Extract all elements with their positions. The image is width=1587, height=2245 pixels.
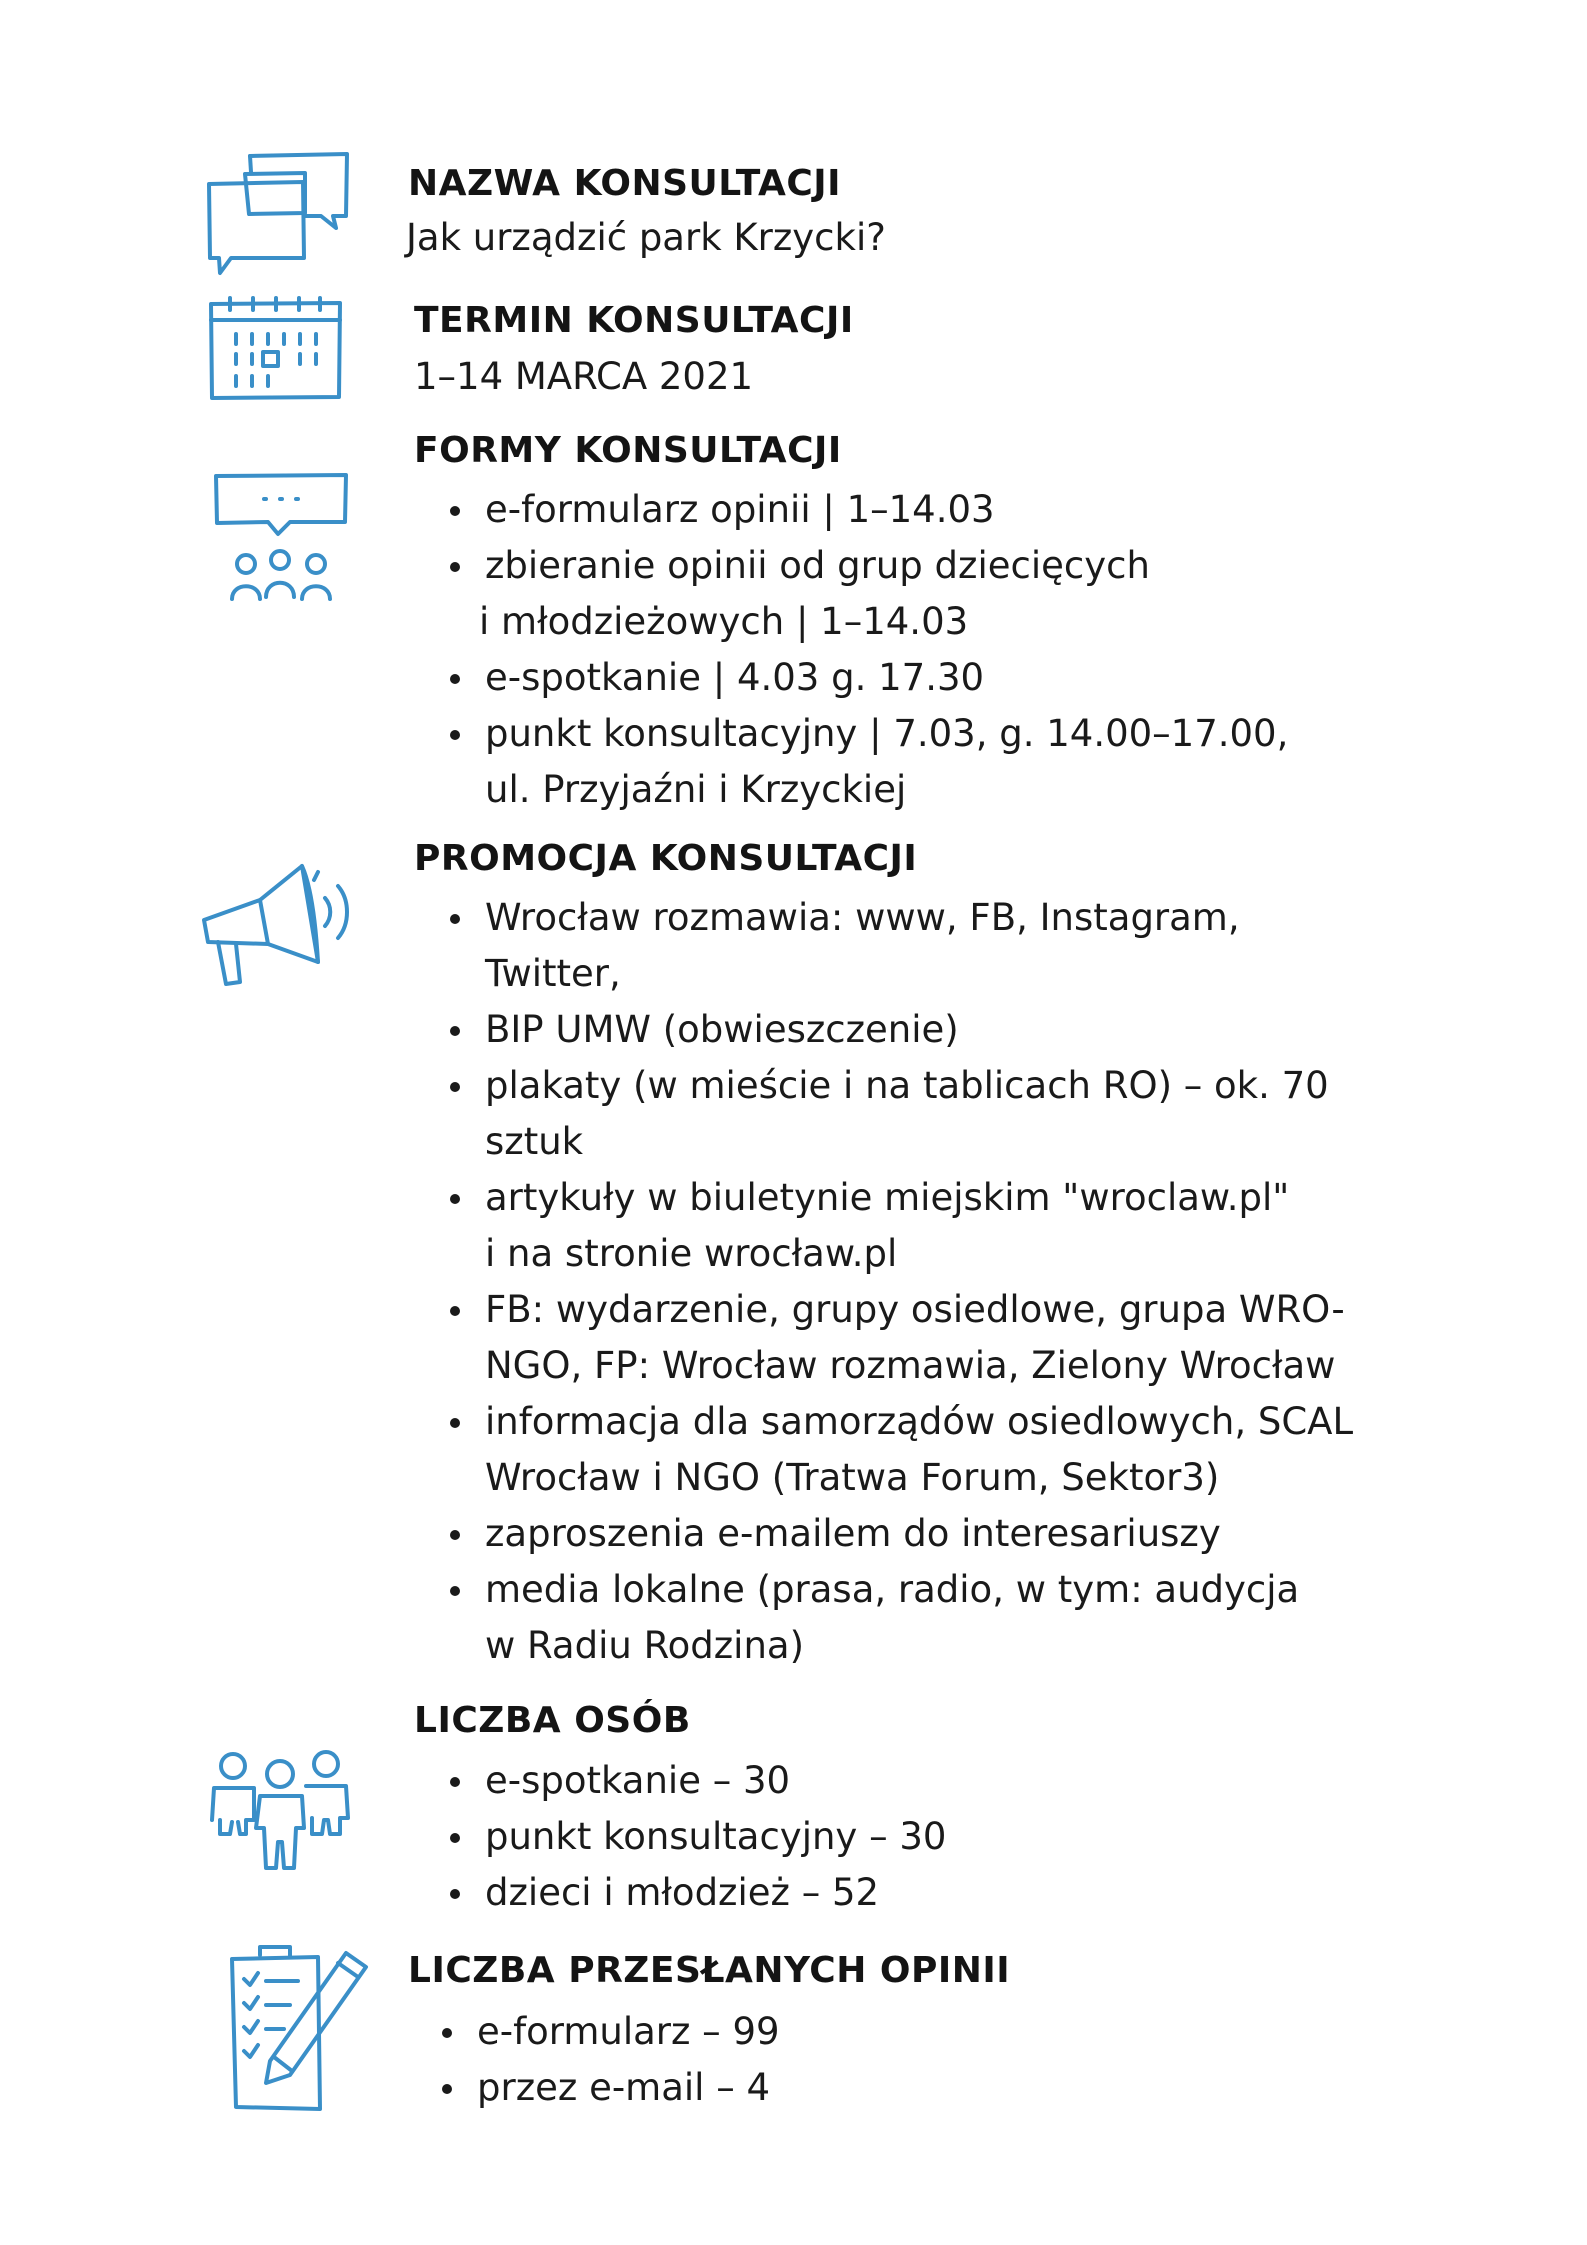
people-count-list [445,1753,946,1921]
list-item-text: i na stronie wrocław.pl [485,1232,898,1275]
list-item [445,1562,1353,1674]
list-item [445,538,1288,650]
list-item-text: w Radiu Rodzina) [485,1624,804,1667]
list-item-text: media lokalne (prasa, radio, w tym: audycja [485,1568,1300,1611]
meeting-group-icon [212,472,350,612]
consultation-name: Jak urządzić park Krzycki? [406,216,886,259]
list-item [445,482,1288,538]
list-item-text: punkt konsultacyjny – 30 [485,1815,947,1858]
list-item [445,650,1288,706]
list-item [445,1506,1353,1562]
list-item [445,1809,946,1865]
people-icon [206,1750,352,1878]
megaphone-icon [200,858,352,990]
list-item-text: i młodzieżowych | 1–14.03 [479,600,969,643]
list-item [445,706,1288,818]
list-item [437,2060,780,2116]
list-item-text: NGO, FP: Wrocław rozmawia, Zielony Wrocław [485,1344,1336,1387]
calendar-icon [208,298,342,399]
list-item [445,1282,1353,1394]
list-item-text: ul. Przyjaźni i Krzyckiej [485,768,907,811]
list-item-text: informacja dla samorządów osiedlowych, SCAL [485,1400,1354,1443]
list-item-text: dzieci i młodzież – 52 [485,1871,880,1914]
list-item-text: BIP UMW (obwieszczenie) [485,1008,959,1051]
list-item [445,1170,1353,1282]
list-item-text: artykuły w biuletynie miejskim "wroclaw.pl" [485,1176,1290,1219]
list-item [445,1394,1353,1506]
list-item-text: Wrocław i NGO (Tratwa Forum, Sektor3) [485,1456,1220,1499]
speech-bubbles-icon [205,148,353,273]
list-item-text: e-formularz opinii | 1–14.03 [485,488,995,531]
list-item-text: e-spotkanie | 4.03 g. 17.30 [485,656,985,699]
forms-list [445,482,1288,818]
list-item [445,1002,1353,1058]
section-heading: FORMY KONSULTACJI [414,430,842,471]
section-heading: LICZBA PRZESŁANYCH OPINII [408,1950,1011,1991]
section-heading: PROMOCJA KONSULTACJI [414,838,918,879]
list-item-text: Twitter, [485,952,621,995]
list-item-text: punkt konsultacyjny | 7.03, g. 14.00–17.00, [485,712,1289,755]
consultation-date: 1–14 MARCA 2021 [414,355,754,398]
list-item-text: FB: wydarzenie, grupy osiedlowe, grupa WRO- [485,1288,1345,1331]
list-item [437,2004,780,2060]
section-heading: NAZWA KONSULTACJI [408,163,842,204]
opinions-count-list [437,2004,780,2116]
list-item [445,890,1353,1002]
list-item [445,1865,946,1921]
list-item-text: zbieranie opinii od grup dziecięcych [485,544,1150,587]
checklist-pencil-icon [228,1945,370,2110]
list-item-text: e-formularz – 99 [477,2010,780,2053]
list-item [445,1753,946,1809]
list-item-text: przez e-mail – 4 [477,2066,771,2109]
list-item-text: e-spotkanie – 30 [485,1759,791,1802]
section-heading: TERMIN KONSULTACJI [414,300,854,341]
promotion-list [445,890,1353,1674]
list-item-text: zaproszenia e-mailem do interesariuszy [485,1512,1221,1555]
list-item-text: sztuk [485,1120,584,1163]
list-item-text: plakaty (w mieście i na tablicach RO) – ok. 70 [485,1064,1329,1107]
list-item-text: Wrocław rozmawia: www, FB, Instagram, [485,896,1240,939]
section-heading: LICZBA OSÓB [414,1700,691,1741]
list-item [445,1058,1353,1170]
